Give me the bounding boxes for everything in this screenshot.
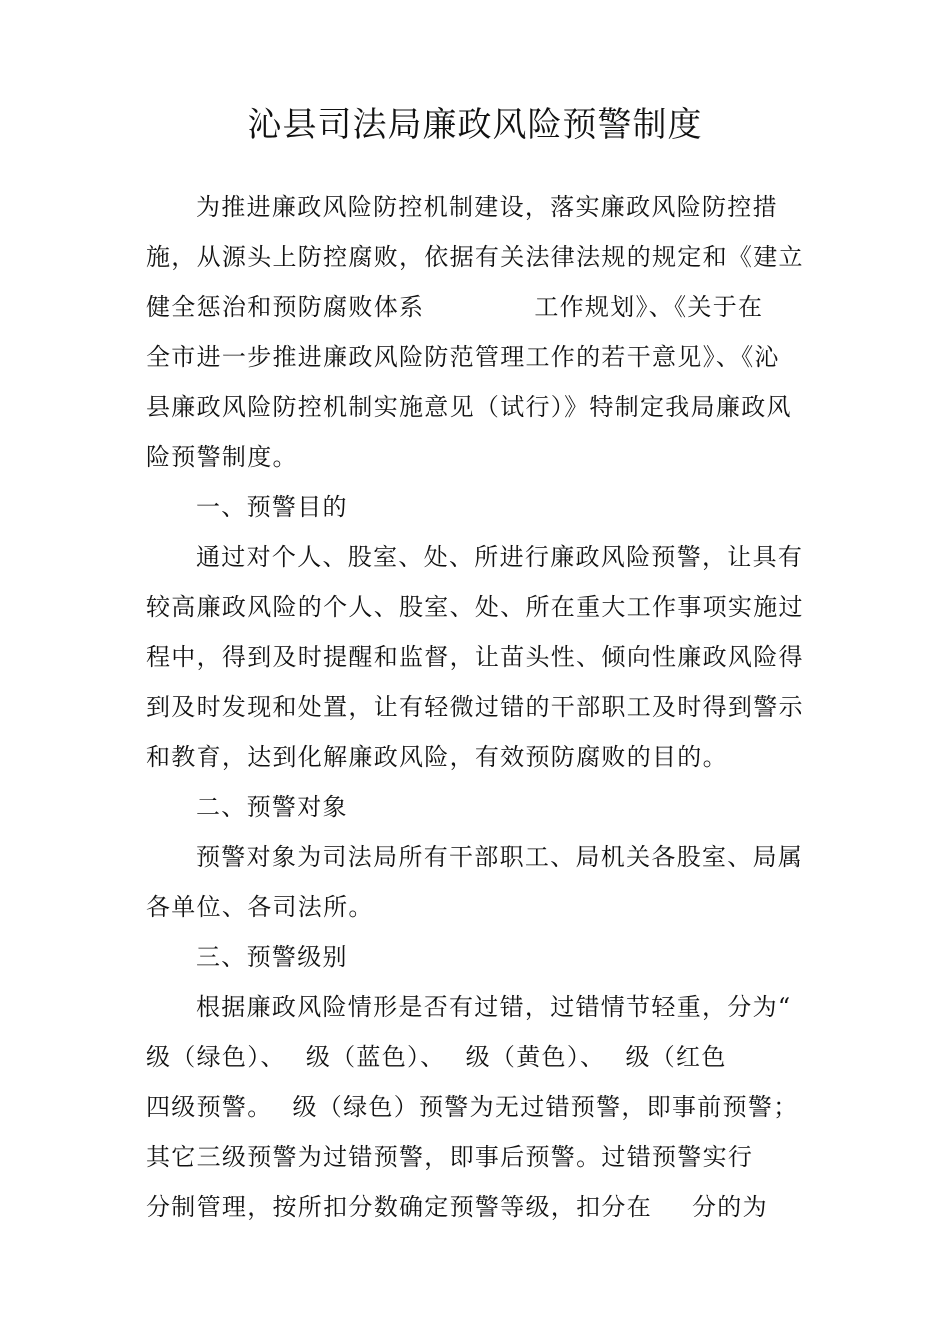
paragraph-line: 到及时发现和处置，让有轻微过错的干部职工及时得到警示 bbox=[146, 693, 804, 721]
section-heading-targets: 二、预警对象 bbox=[196, 793, 348, 821]
paragraph-line: 全市进一步推进廉政风险防范管理工作的若干意见》、《沁 bbox=[146, 343, 780, 371]
paragraph-line: 各单位、各司法所。 bbox=[146, 893, 374, 921]
document-body bbox=[146, 182, 808, 1232]
paragraph-line: 县廉政风险防控机制实施意见（试行）》特制定我局廉政风 bbox=[146, 393, 792, 421]
paragraph-line: 为推进廉政风险防控机制建设，落实廉政风险防控措 bbox=[196, 193, 778, 221]
paragraph-line: 其它三级预警为过错预警，即事后预警。过错预警实行 bbox=[146, 1143, 754, 1171]
paragraph-line: 险预警制度。 bbox=[146, 443, 298, 471]
paragraph-line bbox=[146, 282, 808, 332]
text-fragment: 分制管理，按所扣分数确定预警等级，扣分在 bbox=[146, 1193, 652, 1221]
text-fragment: 健全惩治和预防腐败体系 bbox=[146, 293, 425, 321]
document-title: 沁县司法局廉政风险预警制度 bbox=[247, 105, 703, 145]
paragraph-line: 施，从源头上防控腐败，依据有关法律法规的规定和《建立 bbox=[146, 243, 804, 271]
paragraph-line bbox=[146, 1082, 808, 1132]
paragraph-line: 较高廉政风险的个人、股室、处、所在重大工作事项实施过 bbox=[146, 593, 804, 621]
paragraph-line bbox=[146, 1032, 808, 1082]
paragraph-line bbox=[146, 1182, 808, 1232]
text-fragment: 级（黄色）、 bbox=[465, 1043, 606, 1071]
section-heading-levels: 三、预警级别 bbox=[196, 943, 348, 971]
text-fragment: 级（红色 bbox=[625, 1043, 727, 1071]
paragraph-line: 根据廉政风险情形是否有过错，过错情节轻重，分为“ bbox=[196, 993, 792, 1021]
text-fragment: 级（蓝色）、 bbox=[305, 1043, 446, 1071]
text-fragment: 级（绿色）、 bbox=[146, 1043, 286, 1071]
text-fragment: 工作规划》、《关于在 bbox=[534, 293, 764, 321]
paragraph-line: 和教育，达到化解廉政风险，有效预防腐败的目的。 bbox=[146, 743, 728, 771]
paragraph-line: 预警对象为司法局所有干部职工、局机关各股室、局属 bbox=[196, 843, 804, 871]
paragraph-line: 程中，得到及时提醒和监督，让苗头性、倾向性廉政风险得 bbox=[146, 643, 804, 671]
text-fragment: 分的为 bbox=[692, 1193, 768, 1221]
text-fragment: 四级预警。 bbox=[146, 1093, 273, 1121]
paragraph-line: 通过对个人、股室、处、所进行廉政风险预警，让具有 bbox=[196, 543, 804, 571]
section-heading-purpose: 一、预警目的 bbox=[196, 493, 348, 521]
text-fragment: 级（绿色）预警为无过错预警，即事前预警； bbox=[292, 1093, 799, 1121]
